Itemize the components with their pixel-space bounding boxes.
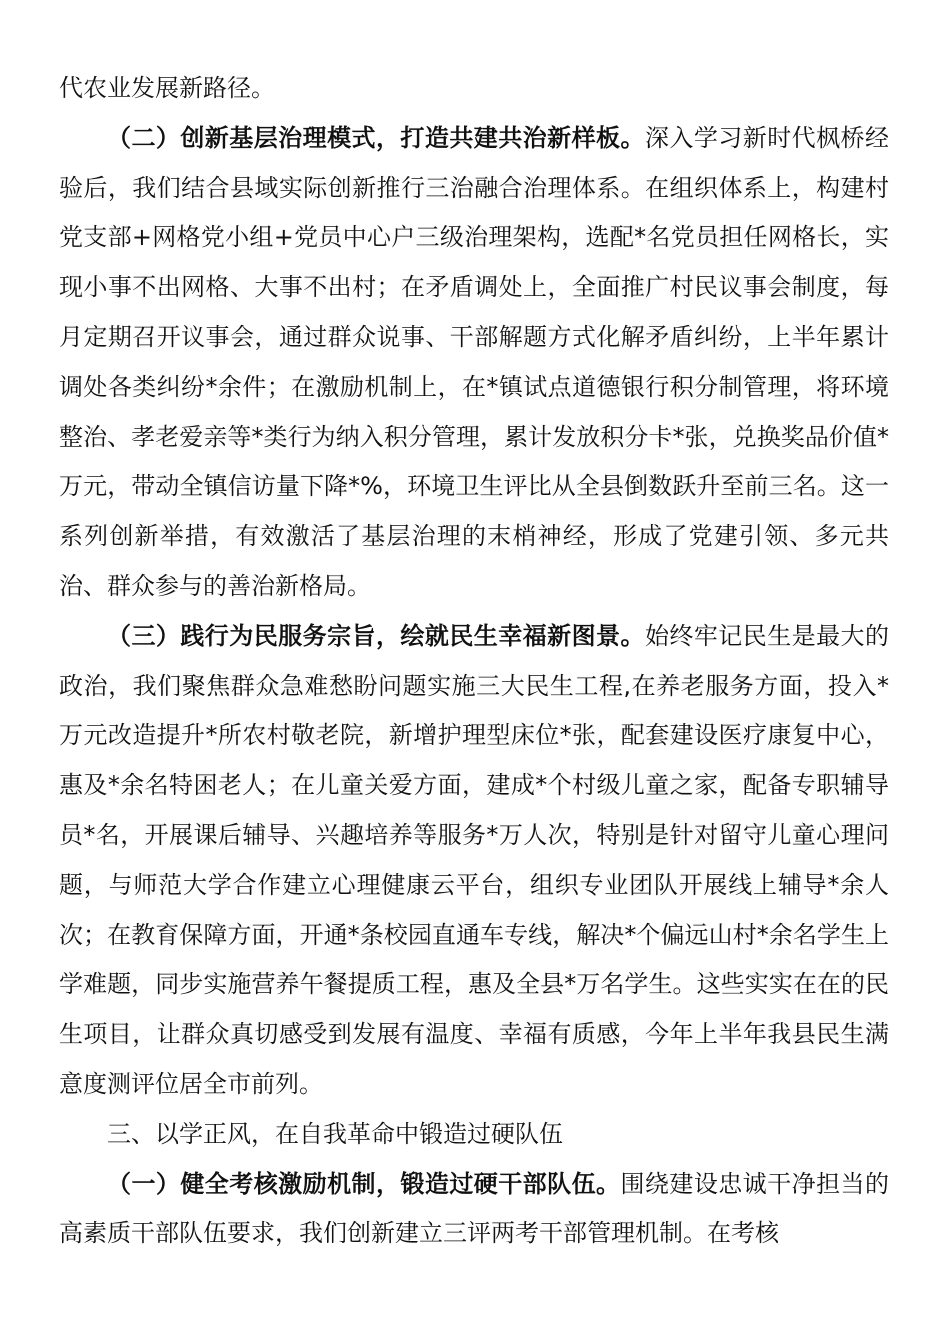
paragraph-people-livelihood (59, 612, 889, 1110)
paragraph-text: 围绕建设忠诚干净担当的高素质干部队伍要求，我们创新建立三评两考干部管理机制。在考核 (59, 1169, 889, 1248)
section-heading: 三、以学正风，在自我革命中锻造过硬队伍 (107, 1119, 563, 1148)
paragraph-grassroots-governance (59, 114, 889, 612)
document-body (59, 64, 889, 1259)
paragraph-cadre-assessment (59, 1160, 889, 1260)
paragraph-continuation (59, 64, 889, 114)
paragraph-text: 始终牢记民生是最大的政治，我们聚焦群众急难愁盼问题实施三大民生工程,在养老服务方面，投入*万元改造提升*所农村敬老院，新增护理型床位*张，配套建设医疗康复中心，惠及*余名特困老人；在儿童关爱方面，建成*个村级儿童之家，配备专职辅导员*名，开展课后辅导、兴趣培养等服务*万人次，特别是针对留守儿童心理问题，与师范大学合作建立心理健康云平台，组织专业团队开展线上辅导*余人次；在教育保障方面，开通*条校园直通车专线，解决*个偏远山村*余名学生上学难题，同步实施营养午餐提质工程，惠及全县*万名学生。这些实实在在的民生项目，让群众真切感受到发展有温度、幸福有质感，今年上半年我县民生满意度测评位居全市前列。 (59, 621, 890, 1098)
paragraph-text: 深入学习新时代枫桥经验后，我们结合县域实际创新推行三治融合治理体系。在组织体系上，构建村党支部+网格党小组+党员中心户三级治理架构，选配*名党员担任网格长，实现小事不出网格、大事不出村；在矛盾调处上，全面推广村民议事会制度，每月定期召开议事会，通过群众说事、干部解题方式化解矛盾纠纷，上半年累计调处各类纠纷*余件；在激励机制上，在*镇试点道德银行积分制管理，将环境整治、孝老爱亲等*类行为纳入积分管理，累计发放积分卡*张，兑换奖品价值*万元，带动全镇信访量下降*%，环境卫生评比从全县倒数跃升至前三名。这一系列创新举措，有效激活了基层治理的末梢神经，形成了党建引领、多元共治、群众参与的善治新格局。 (59, 123, 890, 600)
paragraph-lead: （一）健全考核激励机制，锻造过硬干部队伍。 (107, 1169, 621, 1198)
paragraph-lead: （三）践行为民服务宗旨，绘就民生幸福新图景。 (107, 621, 645, 650)
paragraph-lead: （二）创新基层治理模式，打造共建共治新样板。 (107, 123, 645, 152)
paragraph-text: 代农业发展新路径。 (59, 74, 275, 102)
